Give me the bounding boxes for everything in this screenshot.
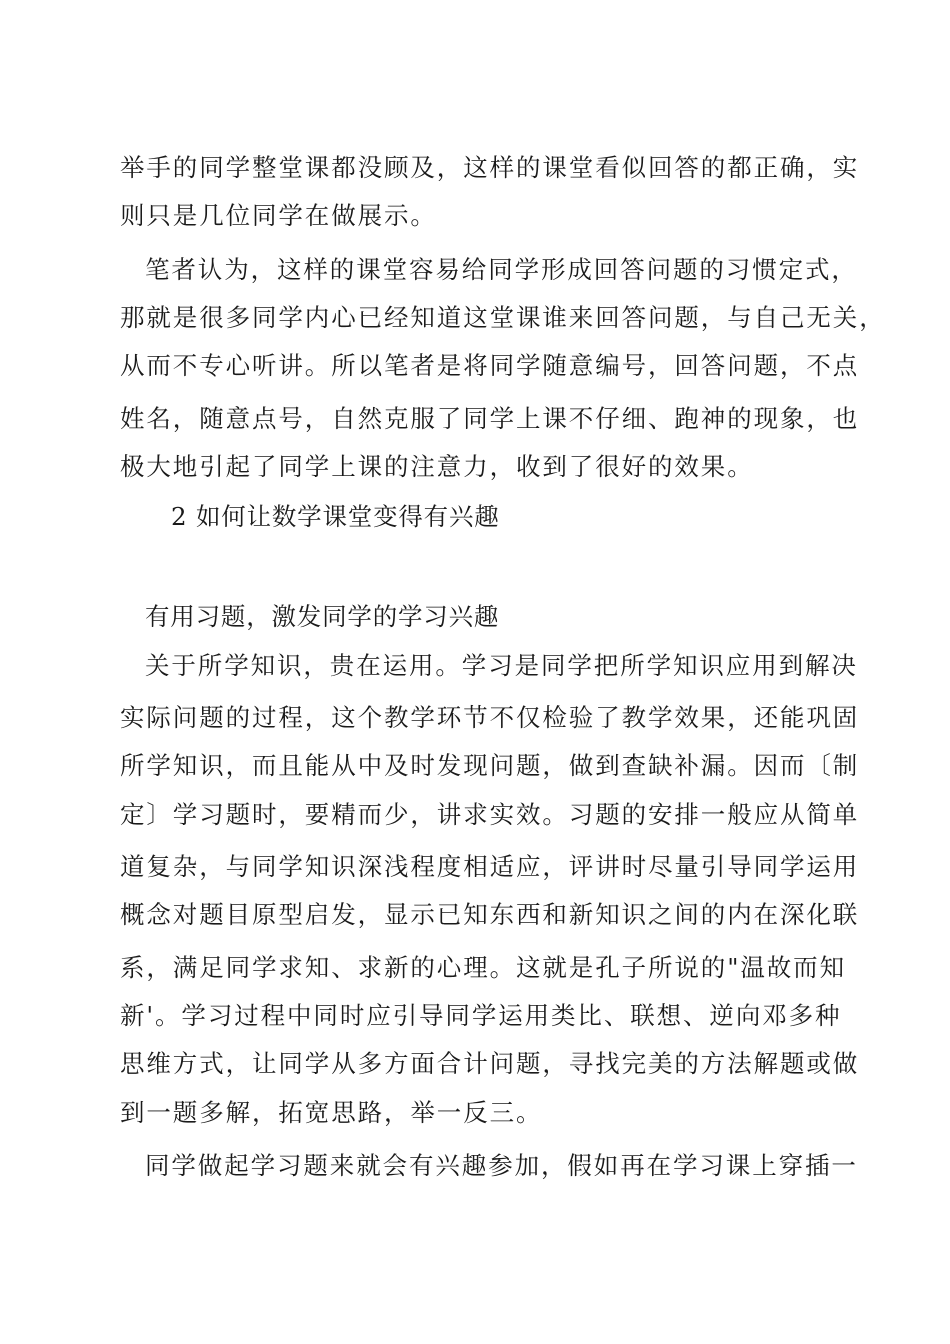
- text-line: 系，满足同学求知、求新的心理。这就是孔子所说的"温故而知: [120, 953, 846, 982]
- subsection-heading: 有用习题，激发同学的学习兴趣: [145, 602, 500, 631]
- text-line: 关于所学知识，贵在运用。学习是同学把所学知识应用到解决: [145, 651, 858, 680]
- text-line: 从而不专心听讲。所以笔者是将同学随意编号，回答问题，不点: [120, 351, 860, 380]
- text-line: 到一题多解，拓宽思路，举一反三。: [120, 1098, 543, 1127]
- text-line: 思维方式，让同学从多方面合计问题，寻找完美的方法解题或做: [120, 1049, 860, 1078]
- text-line: 同学做起学习题来就会有兴趣参加，假如再在学习课上穿插一: [145, 1151, 858, 1180]
- text-line: 所学知识，而且能从中及时发现问题，做到查缺补漏。因而〔制: [120, 751, 860, 780]
- section-heading: 2 如何让数学课堂变得有兴趣: [171, 502, 500, 531]
- text-line: 实际问题的过程，这个教学环节不仅检验了教学效果，还能巩固: [120, 703, 860, 732]
- text-line: 概念对题目原型启发，显示已知东西和新知识之间的内在深化联: [120, 900, 860, 929]
- text-line: 那就是很多同学内心已经知道这堂课谁来回答问题，与自己无关，: [120, 303, 886, 332]
- text-line: 则只是几位同学在做展示。: [120, 201, 437, 230]
- text-line: 道复杂，与同学知识深浅程度相适应，评讲时尽量引导同学运用: [120, 852, 860, 881]
- text-line: 举手的同学整堂课都没顾及，这样的课堂看似回答的都正确，实: [120, 153, 860, 182]
- text-line: 新'。学习过程中同时应引导同学运用类比、联想、逆向邓多种: [120, 1001, 842, 1030]
- text-line: 极大地引起了同学上课的注意力，收到了很好的效果。: [120, 452, 754, 481]
- text-line: 定〕学习题时，要精而少，讲求实效。习题的安排一般应从简单: [120, 800, 860, 829]
- text-line: 笔者认为，这样的课堂容易给同学形成回答问题的习惯定式，: [145, 255, 858, 284]
- text-line: 姓名，随意点号，自然克服了同学上课不仔细、跑神的现象，也: [120, 404, 860, 433]
